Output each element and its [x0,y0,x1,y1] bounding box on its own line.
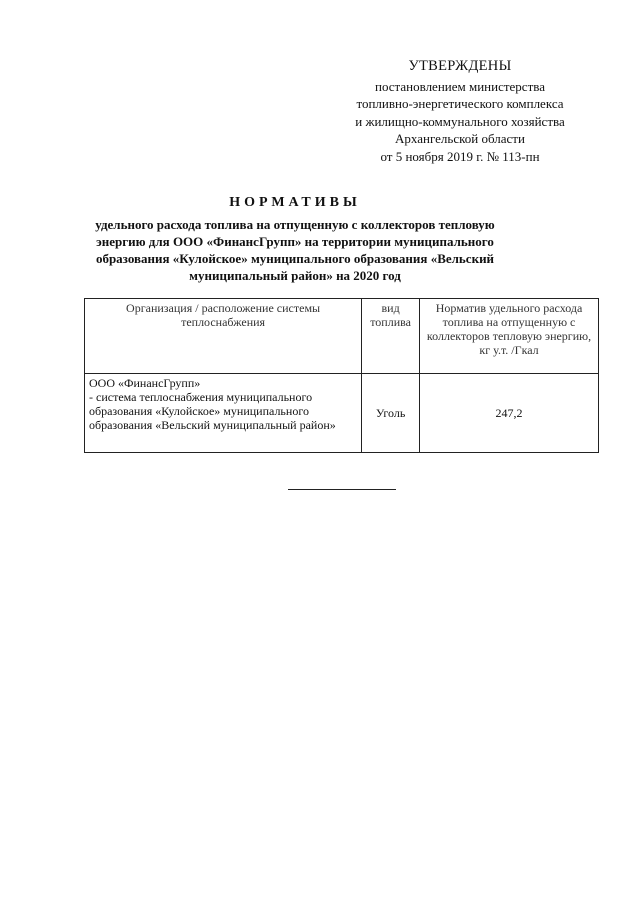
header-organization: Организация / расположение системы теплоснабжения [85,299,362,374]
closing-separator-line [288,489,396,490]
table-row [85,374,599,453]
document-subtitle-line: образования «Кулойское» муниципального образования «Вельский [95,251,495,266]
org-name: ООО «ФинансГрупп» [89,376,201,390]
table-header-row [85,299,599,374]
approval-line: постановлением министерства [374,78,545,94]
approval-line: топливно-энергетического комплекса [356,96,564,111]
header-norm: Норматив удельного расхода топлива на отпущенную с коллекторов тепловую энергию, кг у.т. /Гкал [420,299,599,374]
document-title: НОРМАТИВЫ [229,195,361,210]
org-system: - система теплоснабжения муниципального образования «Кулойское» муниципального образования «Вельский муниципальный район» [89,390,336,432]
document-subtitle-line: удельного расхода топлива на отпущенную с коллекторов тепловую [95,217,495,232]
approval-block [300,58,620,165]
approval-line: Архангельской области [395,131,525,146]
approval-title: УТВЕРЖДЕНЫ [408,58,512,74]
document-subtitle-line: муниципальный район» на 2020 год [189,268,401,283]
approval-line: и жилищно-коммунального хозяйства [355,113,565,129]
cell-fuel: Уголь [362,374,420,453]
cell-norm-value: 247,2 [420,374,599,453]
approval-date: от 5 ноября 2019 г. № 113-пн [380,148,540,164]
header-fuel-type: вид топлива [362,299,420,374]
document-subtitle-line: энергию для ООО «ФинансГрупп» на территории муниципального [96,234,494,249]
document-title-block [80,195,510,284]
cell-organization [85,374,362,453]
norms-table [84,298,599,453]
